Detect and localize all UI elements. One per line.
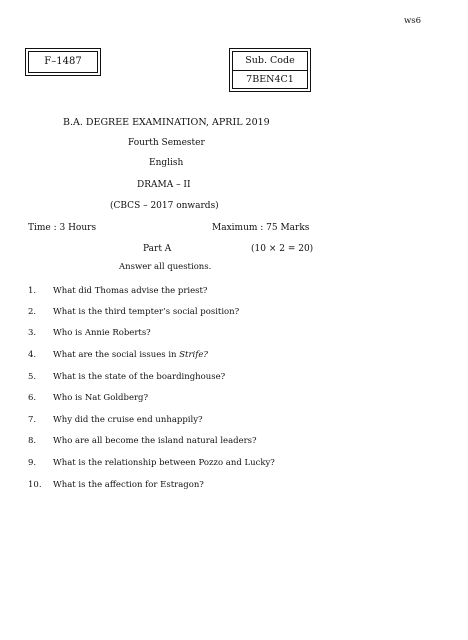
question-number: 7.: [28, 415, 37, 425]
exam-duration: Time : 3 Hours: [28, 223, 97, 233]
question-number: 10.: [28, 480, 42, 490]
question-text: What did Thomas advise the priest?: [53, 286, 208, 296]
part-marks: (10 × 2 = 20): [251, 244, 314, 254]
question-number: 5.: [28, 372, 37, 382]
question-text: Why did the cruise end unhappily?: [53, 415, 203, 425]
paper-code-box: F–1487: [28, 51, 98, 73]
question-item: [28, 328, 151, 338]
question-item: [28, 415, 203, 425]
question-text: What is the relationship between Pozzo and Lucky?: [53, 458, 275, 468]
question-item: [28, 480, 204, 490]
part-heading: Part A: [143, 244, 172, 254]
subject: English: [149, 158, 184, 168]
question-item: [28, 458, 275, 468]
page-watermark: ws6: [404, 16, 422, 26]
question-text: Who are all become the island natural leaders?: [53, 436, 257, 446]
question-text: Who is Annie Roberts?: [53, 328, 151, 338]
question-number: 2.: [28, 307, 37, 317]
question-number: 6.: [28, 393, 37, 403]
question-text-italic: Strife?: [179, 350, 208, 360]
maximum-marks: Maximum : 75 Marks: [212, 223, 310, 233]
paper-name: DRAMA – II: [137, 180, 191, 190]
question-number: 9.: [28, 458, 37, 468]
subject-code-box: [232, 51, 308, 89]
question-number: 3.: [28, 328, 37, 338]
scheme: (CBCS – 2017 onwards): [110, 201, 219, 211]
question-text: What is the state of the boardinghouse?: [53, 372, 226, 382]
subject-code-value: 7BEN4C1: [246, 74, 294, 85]
semester: Fourth Semester: [128, 138, 205, 148]
question-number: 4.: [28, 350, 37, 360]
question-item: [28, 307, 239, 317]
question-text: What is the affection for Estragon?: [53, 480, 204, 490]
subject-code-label: Sub. Code: [233, 52, 307, 71]
question-text: What are the social issues in: [53, 350, 180, 360]
exam-title: B.A. DEGREE EXAMINATION, APRIL 2019: [63, 117, 270, 128]
question-item: [28, 350, 208, 360]
instruction: Answer all questions.: [119, 262, 212, 272]
question-text: What is the third tempter’s social position?: [53, 307, 240, 317]
question-item: [28, 393, 148, 403]
question-number: 8.: [28, 436, 37, 446]
question-number: 1.: [28, 286, 37, 296]
question-item: [28, 436, 257, 446]
question-item: [28, 372, 225, 382]
question-text: Who is Nat Goldberg?: [53, 393, 149, 403]
question-item: [28, 286, 208, 296]
